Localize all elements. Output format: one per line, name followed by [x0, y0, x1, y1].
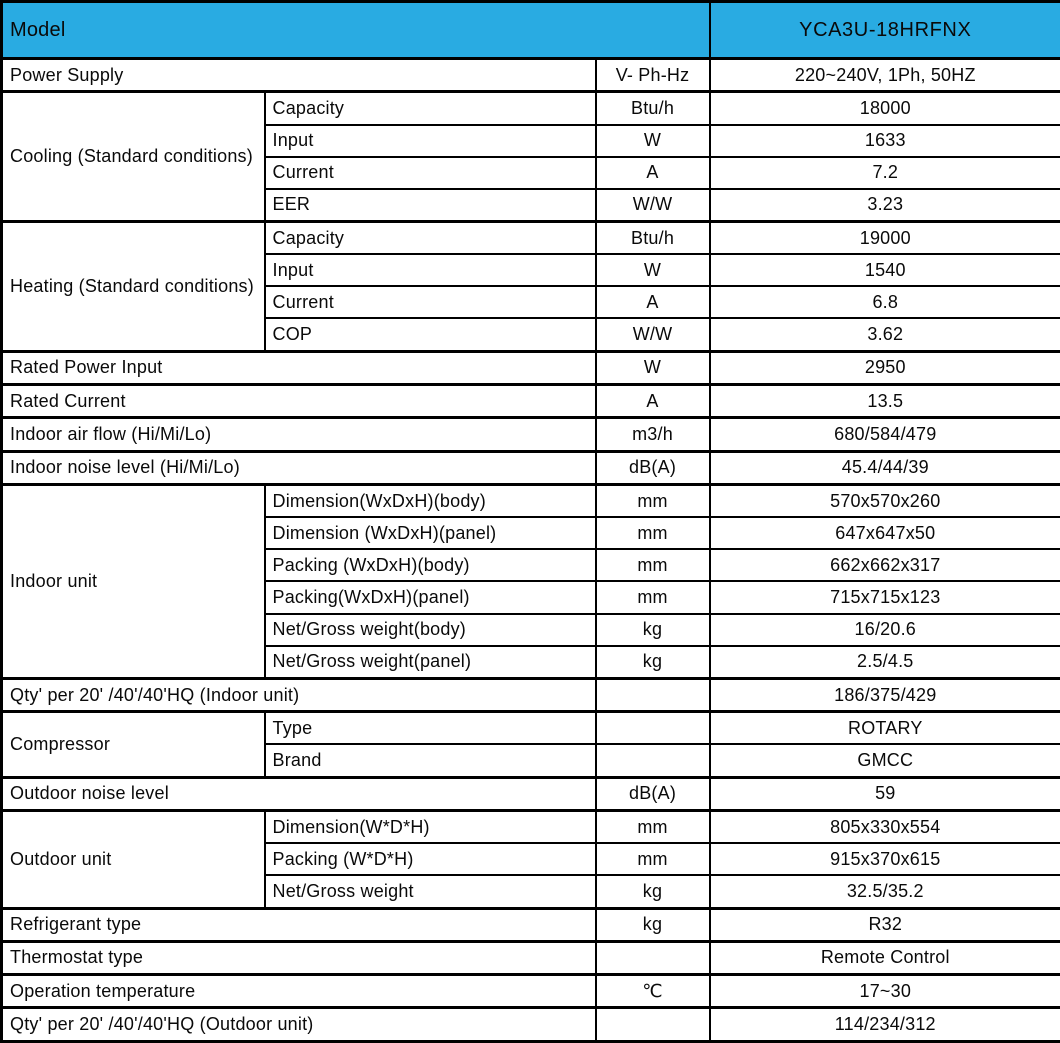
row-qty-outdoor [2, 1008, 1060, 1042]
compressor-type-unit [596, 712, 710, 745]
indoor-packing-panel-label: Packing(WxDxH)(panel) [265, 581, 596, 613]
heating-input-value: 1540 [710, 254, 1060, 286]
refrigerant-label: Refrigerant type [2, 908, 596, 941]
outdoor-weight-unit: kg [596, 875, 710, 908]
indoor-noise-value: 45.4/44/39 [710, 451, 1060, 484]
power-supply-label: Power Supply [2, 59, 596, 92]
row-indoor-noise [2, 451, 1060, 484]
indoor-packing-body-value: 662x662x317 [710, 549, 1060, 581]
heating-input-unit: W [596, 254, 710, 286]
indoor-air-flow-value: 680/584/479 [710, 418, 1060, 451]
rated-current-label: Rated Current [2, 385, 596, 418]
row-heating-capacity [2, 222, 1060, 255]
heating-current-label: Current [265, 286, 596, 318]
indoor-dim-body-value: 570x570x260 [710, 484, 1060, 517]
cooling-current-value: 7.2 [710, 157, 1060, 189]
cooling-input-unit: W [596, 125, 710, 157]
row-compressor-type [2, 712, 1060, 745]
row-power-supply [2, 59, 1060, 92]
outdoor-packing-unit: mm [596, 843, 710, 875]
outdoor-packing-value: 915x370x615 [710, 843, 1060, 875]
indoor-packing-panel-unit: mm [596, 581, 710, 613]
indoor-weight-body-label: Net/Gross weight(body) [265, 614, 596, 646]
refrigerant-unit: kg [596, 908, 710, 941]
heating-current-value: 6.8 [710, 286, 1060, 318]
outdoor-dim-label: Dimension(W*D*H) [265, 810, 596, 843]
row-operation-temp [2, 975, 1060, 1008]
row-rated-current [2, 385, 1060, 418]
indoor-packing-body-label: Packing (WxDxH)(body) [265, 549, 596, 581]
refrigerant-value: R32 [710, 908, 1060, 941]
row-outdoor-dim [2, 810, 1060, 843]
rated-power-input-label: Rated Power Input [2, 351, 596, 384]
heating-cop-label: COP [265, 318, 596, 351]
cooling-capacity-unit: Btu/h [596, 92, 710, 125]
cooling-eer-unit: W/W [596, 189, 710, 222]
indoor-weight-panel-unit: kg [596, 646, 710, 679]
cooling-capacity-label: Capacity [265, 92, 596, 125]
heating-cop-value: 3.62 [710, 318, 1060, 351]
rated-power-input-unit: W [596, 351, 710, 384]
indoor-dim-panel-unit: mm [596, 517, 710, 549]
heating-group-label: Heating (Standard conditions) [2, 222, 265, 352]
cooling-current-unit: A [596, 157, 710, 189]
cooling-input-value: 1633 [710, 125, 1060, 157]
row-indoor-air-flow [2, 418, 1060, 451]
row-indoor-dim-body [2, 484, 1060, 517]
indoor-dim-body-label: Dimension(WxDxH)(body) [265, 484, 596, 517]
indoor-packing-panel-value: 715x715x123 [710, 581, 1060, 613]
qty-outdoor-label: Qty' per 20' /40'/40'HQ (Outdoor unit) [2, 1008, 596, 1042]
row-qty-indoor [2, 678, 1060, 711]
heating-cop-unit: W/W [596, 318, 710, 351]
qty-indoor-unit [596, 678, 710, 711]
heating-input-label: Input [265, 254, 596, 286]
indoor-dim-panel-label: Dimension (WxDxH)(panel) [265, 517, 596, 549]
outdoor-noise-label: Outdoor noise level [2, 777, 596, 810]
row-outdoor-noise [2, 777, 1060, 810]
heating-capacity-label: Capacity [265, 222, 596, 255]
qty-outdoor-value: 114/234/312 [710, 1008, 1060, 1042]
thermostat-label: Thermostat type [2, 941, 596, 974]
thermostat-unit [596, 941, 710, 974]
compressor-brand-unit [596, 744, 710, 777]
qty-outdoor-unit [596, 1008, 710, 1042]
outdoor-noise-value: 59 [710, 777, 1060, 810]
compressor-brand-label: Brand [265, 744, 596, 777]
cooling-eer-label: EER [265, 189, 596, 222]
outdoor-weight-value: 32.5/35.2 [710, 875, 1060, 908]
row-cooling-capacity [2, 92, 1060, 125]
rated-power-input-value: 2950 [710, 351, 1060, 384]
cooling-eer-value: 3.23 [710, 189, 1060, 222]
indoor-weight-panel-value: 2.5/4.5 [710, 646, 1060, 679]
outdoor-packing-label: Packing (W*D*H) [265, 843, 596, 875]
indoor-packing-body-unit: mm [596, 549, 710, 581]
operation-temp-unit: ℃ [596, 975, 710, 1008]
model-value-cell: YCA3U-18HRFNX [710, 2, 1060, 59]
outdoor-dim-unit: mm [596, 810, 710, 843]
outdoor-dim-value: 805x330x554 [710, 810, 1060, 843]
outdoor-weight-label: Net/Gross weight [265, 875, 596, 908]
indoor-unit-group-label: Indoor unit [2, 484, 265, 678]
row-thermostat [2, 941, 1060, 974]
heating-capacity-value: 19000 [710, 222, 1060, 255]
power-supply-value: 220~240V, 1Ph, 50HZ [710, 59, 1060, 92]
indoor-air-flow-unit: m3/h [596, 418, 710, 451]
operation-temp-value: 17~30 [710, 975, 1060, 1008]
indoor-dim-panel-value: 647x647x50 [710, 517, 1060, 549]
row-rated-power-input [2, 351, 1060, 384]
compressor-type-value: ROTARY [710, 712, 1060, 745]
cooling-group-label: Cooling (Standard conditions) [2, 92, 265, 222]
cooling-current-label: Current [265, 157, 596, 189]
outdoor-unit-group-label: Outdoor unit [2, 810, 265, 908]
row-refrigerant [2, 908, 1060, 941]
indoor-weight-body-value: 16/20.6 [710, 614, 1060, 646]
cooling-capacity-value: 18000 [710, 92, 1060, 125]
indoor-noise-label: Indoor noise level (Hi/Mi/Lo) [2, 451, 596, 484]
compressor-group-label: Compressor [2, 712, 265, 777]
rated-current-unit: A [596, 385, 710, 418]
rated-current-value: 13.5 [710, 385, 1060, 418]
operation-temp-label: Operation temperature [2, 975, 596, 1008]
indoor-noise-unit: dB(A) [596, 451, 710, 484]
power-supply-unit: V- Ph-Hz [596, 59, 710, 92]
qty-indoor-label: Qty' per 20' /40'/40'HQ (Indoor unit) [2, 678, 596, 711]
indoor-air-flow-label: Indoor air flow (Hi/Mi/Lo) [2, 418, 596, 451]
compressor-brand-value: GMCC [710, 744, 1060, 777]
header-row [2, 2, 1060, 59]
thermostat-value: Remote Control [710, 941, 1060, 974]
indoor-dim-body-unit: mm [596, 484, 710, 517]
heating-current-unit: A [596, 286, 710, 318]
cooling-input-label: Input [265, 125, 596, 157]
indoor-weight-body-unit: kg [596, 614, 710, 646]
outdoor-noise-unit: dB(A) [596, 777, 710, 810]
compressor-type-label: Type [265, 712, 596, 745]
heating-capacity-unit: Btu/h [596, 222, 710, 255]
indoor-weight-panel-label: Net/Gross weight(panel) [265, 646, 596, 679]
qty-indoor-value: 186/375/429 [710, 678, 1060, 711]
model-header-cell: Model [2, 2, 710, 59]
